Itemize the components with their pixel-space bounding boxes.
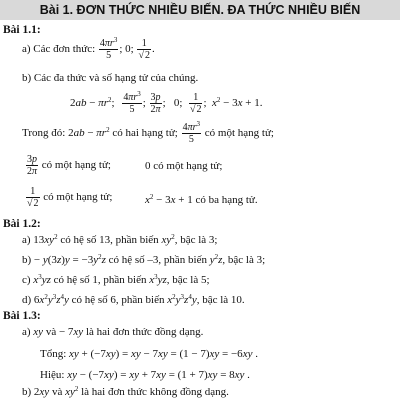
three-terms-text: có ba hạng tử. [195,194,258,206]
sum-line: Tổng: xy + (−7xy) = xy − 7xy = (1 − 7)xy = −6xy . [40,348,258,360]
terms-line-3b: $x^2 - 3x + 1$ có ba hạng tử. [145,193,258,206]
fraction: $\frac{4\pi r^3}{5}$ [99,36,118,61]
coef-text: có hệ số 6, phần biến [71,294,165,306]
degree-text: , bậc là 10. [196,294,245,306]
exercise-1-1-b-label: b) Các đa thức và số hạng tử của chúng. [22,72,199,84]
difference-label: Hiệu: [40,369,65,381]
fraction: 1 √ 2 [26,186,40,209]
exercise-1-3-heading: Bài 1.3: [3,310,41,322]
exercise-1-1-a: a) Các đơn thức: $\frac{4\pi r^3}{5}$ ; 0; 1 √ 2 . [22,38,155,61]
not-similar-text: là hai đơn thức không đồng dạng. [81,386,229,398]
degree-text: , bậc là 3; [222,254,266,266]
zero-term-text: 0 có một hạng tử; [145,160,223,172]
fraction: $\frac{4\pi r^3}{5}$ [123,90,141,115]
fraction: $\frac{3p}{2\pi}$ [150,92,161,115]
coef-text: có hệ số 13, phần biến [60,234,159,246]
terms-line-2 [25,154,111,177]
coef-text: có hệ số 1, phần biến [53,274,147,286]
exercise-1-3-b: b) 2xy và $xy^2$ là hai đơn thức không đồng dạng. [22,385,229,398]
exercise-1-1-a-label: a) Các đơn thức: [22,43,96,56]
exercise-1-2-a: a) $13xy^2$ có hệ số 13, phần biến $xy^2$, bậc là 3; [22,233,218,246]
fraction: $\frac{3p}{2\pi}$ [27,154,38,177]
coef-text: có hệ số –3, phần biến [108,254,207,266]
exercise-1-2-c: c) $x^3yz$ có hệ số 1, phần biến $x^3yz$, bậc là 5; [22,273,210,286]
difference-line: Hiệu: xy − (−7xy) = xy + 7xy = (1 + 7)xy = 8xy . [40,369,250,381]
and-text: và [51,386,63,398]
exercise-1-3-a: a) xy và − 7xy là hai đơn thức đồng dạng. [22,326,204,338]
similar-text: là hai đơn thức đồng dạng. [85,326,204,338]
fraction: 1 √ 2 [137,38,151,61]
degree-text: , bậc là 3; [174,234,218,246]
one-term-text: có một hạng tử; [41,159,111,172]
terms-where-line: Trong đó: $2ab - \pi r^2$ có hai hạng tử; $\frac{4\pi r^3}{5}$ có một hạng tử; [22,120,274,145]
terms-line-3 [25,186,112,209]
exercise-1-2-heading: Bài 1.2: [3,218,41,230]
exercise-1-1-heading: Bài 1.1: [3,24,41,36]
one-term-text: có một hạng tử; [204,127,274,140]
sum-label: Tổng: [40,348,67,360]
one-term-text: có một hạng tử; [43,191,113,204]
two-terms-text: có hai hạng tử; [112,127,178,140]
fraction: $\frac{4\pi r^3}{5}$ [182,120,201,145]
and-text: và [45,326,57,338]
where-label: Trong đó: [22,127,66,140]
polynomial-list: $2ab - \pi r^2$; $\frac{4\pi r^3}{5}$ ; $\frac{3p}{2\pi}$ ; 0; 1 √ 2 ; $x^2 - 3x + 1$. [70,92,262,115]
page-title: Bài 1. ĐƠN THỨC NHIỀU BIẾN. ĐA THỨC NHIỀU BIẾN [0,0,400,20]
exercise-1-2-b: $b) - y(3z)y = -3y^2z$ có hệ số –3, phần biến $y^2z$, bậc là 3; [22,253,266,266]
fraction: 1 √ 2 [189,92,203,115]
exercise-1-2-d: d) $6x^2y^3z^4y$ có hệ số 6, phần biến $x^2y^3z^4y$, bậc là 10. [22,293,245,306]
degree-text: , bậc là 5; [166,274,210,286]
